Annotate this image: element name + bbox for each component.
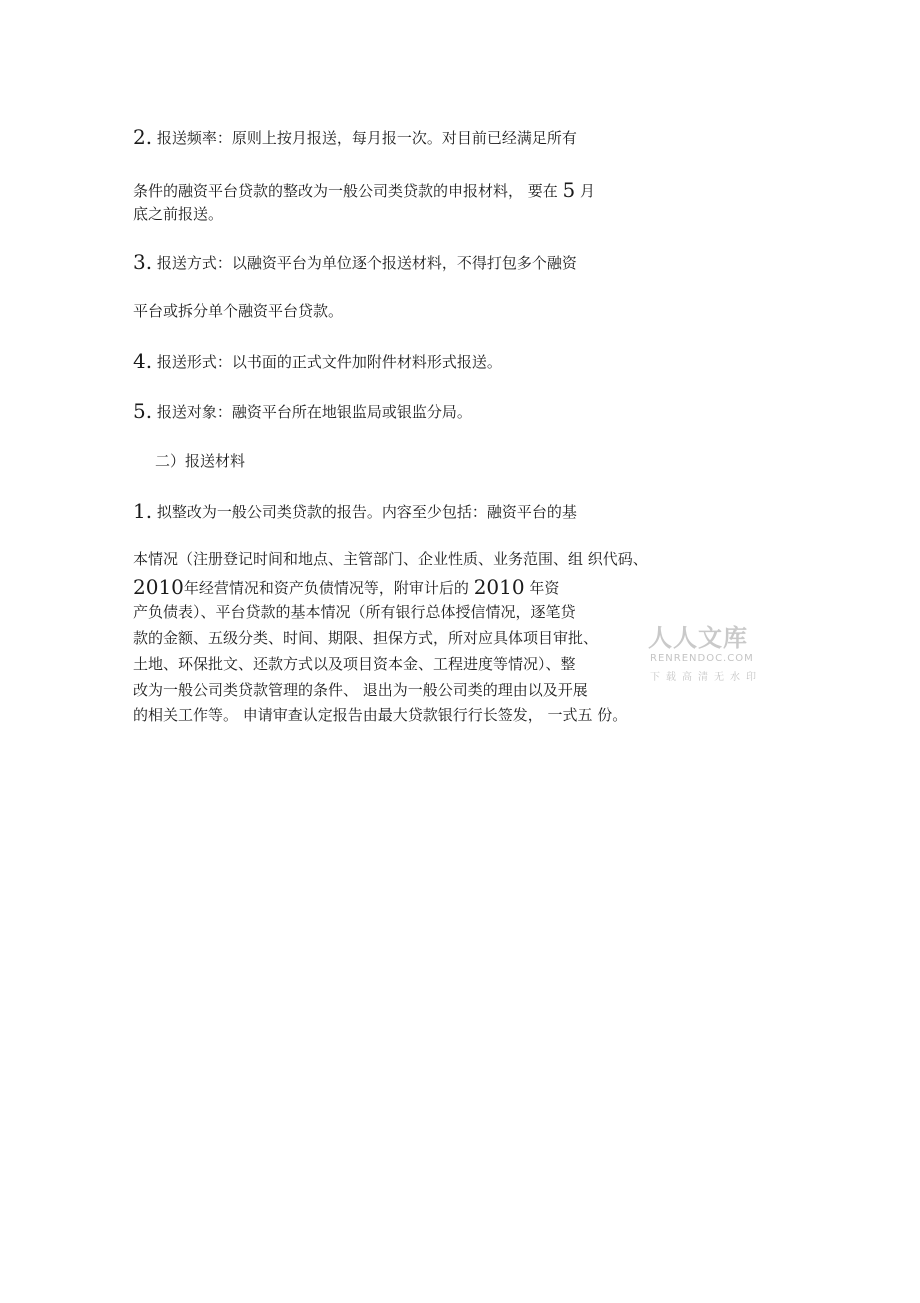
paragraph-line bbox=[133, 550, 648, 568]
paragraph-text: 月 bbox=[575, 182, 596, 200]
paragraph-text: 产负债表）、平台贷款的基本情况（所有银行总体授信情况，逐笔贷 bbox=[133, 603, 576, 621]
watermark-title: 人人文库 bbox=[648, 624, 748, 652]
paragraph-line bbox=[133, 603, 576, 621]
paragraph-line bbox=[133, 655, 576, 673]
paragraph-text: 本情况（注册登记时间和地点、主管部门、企业性质、业务范围、组 织代码、 bbox=[133, 550, 648, 568]
paragraph-text: 报送形式：以书面的正式文件加附件材料形式报送。 bbox=[156, 353, 502, 371]
inline-number: 5 bbox=[562, 178, 576, 202]
item-3-method bbox=[133, 250, 577, 274]
section-heading-text: 二）报送材料 bbox=[155, 452, 246, 470]
item-2-frequency bbox=[133, 125, 577, 149]
paragraph-line bbox=[133, 629, 598, 647]
paragraph-line bbox=[133, 178, 596, 202]
paragraph-text: 土地、环保批文、还款方式以及项目资本金、工程进度等情况）、整 bbox=[133, 655, 576, 673]
item-number: 2. bbox=[133, 125, 153, 149]
item-number: 4. bbox=[133, 349, 153, 373]
item-5-recipient bbox=[133, 399, 472, 423]
inline-number: 2010 bbox=[473, 575, 525, 599]
watermark-domain: RENRENDOC.COM bbox=[650, 653, 754, 664]
paragraph-line bbox=[133, 681, 588, 699]
watermark-logo bbox=[648, 618, 778, 688]
paragraph-text: 年资 bbox=[524, 579, 560, 597]
paragraph-text: 报送方式：以融资平台为单位逐个报送材料，不得打包多个融资 bbox=[156, 254, 577, 272]
inline-number: 2010 bbox=[133, 575, 184, 599]
paragraph-line bbox=[133, 706, 627, 724]
paragraph-text: 改为一般公司类贷款管理的条件、 退出为一般公司类的理由以及开展 bbox=[133, 681, 588, 699]
paragraph-line bbox=[133, 302, 343, 320]
paragraph-text: 拟整改为一般公司类贷款的报告。内容至少包括：融资平台的基 bbox=[156, 503, 577, 521]
paragraph-text: 的相关工作等。 申请审查认定报告由最大贷款银行行长签发， 一式五 份。 bbox=[133, 706, 628, 724]
item-number: 3. bbox=[133, 250, 153, 274]
item-4-form bbox=[133, 349, 502, 373]
paragraph-line bbox=[133, 575, 560, 599]
item-number: 1. bbox=[133, 499, 153, 523]
paragraph-text: 平台或拆分单个融资平台贷款。 bbox=[133, 302, 344, 320]
item-1-report bbox=[133, 499, 577, 523]
paragraph-text: 报送频率：原则上按月报送，每月报一次。对目前已经满足所有 bbox=[156, 129, 577, 147]
paragraph-text: 条件的融资平台贷款的整改为一般公司类贷款的申报材料， 要在 bbox=[133, 182, 563, 200]
paragraph-text: 款的金额、五级分类、时间、期限、担保方式，所对应具体项目审批、 bbox=[133, 629, 599, 647]
section-heading bbox=[155, 452, 245, 470]
watermark-subtitle: 下载高清无水印 bbox=[650, 672, 762, 683]
paragraph-text: 底之前报送。 bbox=[133, 205, 224, 223]
paragraph-line bbox=[133, 205, 223, 223]
item-number: 5. bbox=[133, 399, 153, 423]
paragraph-text: 年经营情况和资产负债情况等，附审计后的 bbox=[183, 579, 474, 597]
paragraph-text: 报送对象：融资平台所在地银监局或银监分局。 bbox=[156, 403, 472, 421]
